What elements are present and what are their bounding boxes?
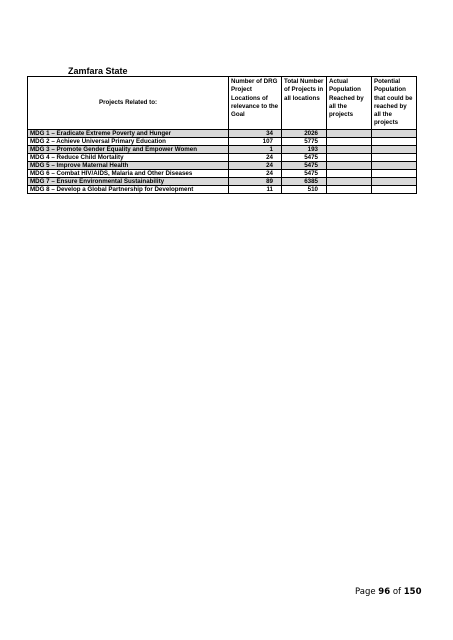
header-total-projects: Total Number of Projects in all locations (282, 77, 327, 130)
total-projects-cell: 5775 (282, 137, 327, 145)
page-number (355, 587, 421, 597)
table-row (28, 129, 417, 137)
potential-population-cell (372, 145, 417, 153)
goal-cell: MDG 4 – Reduce Child Mortality (28, 153, 229, 161)
total-projects-cell: 5475 (282, 153, 327, 161)
drg-locations-cell: 89 (229, 177, 282, 185)
total-projects-cell: 5475 (282, 161, 327, 169)
actual-population-cell (327, 137, 372, 145)
goal-cell: MDG 2 – Achieve Universal Primary Education (28, 137, 229, 145)
total-projects-cell: 2026 (282, 129, 327, 137)
actual-population-cell (327, 169, 372, 177)
header-projects: Projects Related to: (28, 77, 229, 130)
page-total: 150 (403, 587, 422, 597)
potential-population-cell (372, 153, 417, 161)
actual-population-cell (327, 177, 372, 185)
goal-cell: MDG 7 – Ensure Environmental Sustainability (28, 177, 229, 185)
page-prefix: Page (355, 587, 376, 597)
page-separator: of (392, 587, 402, 597)
potential-population-cell (372, 129, 417, 137)
total-projects-cell: 5475 (282, 169, 327, 177)
potential-population-cell (372, 161, 417, 169)
header-drg-locations: Number of DRG Project Locations of relevance to the Goal (229, 77, 282, 130)
drg-locations-cell: 24 (229, 161, 282, 169)
table-row (28, 177, 417, 185)
table-row (28, 145, 417, 153)
drg-locations-cell: 24 (229, 169, 282, 177)
header-actual-population: Actual Population Reached by all the projects (327, 77, 372, 130)
drg-locations-cell: 34 (229, 129, 282, 137)
actual-population-cell (327, 145, 372, 153)
header-potential-population: Potential Population that could be reached by all the projects (372, 77, 417, 130)
actual-population-cell (327, 185, 372, 193)
potential-population-cell (372, 185, 417, 193)
table-row (28, 161, 417, 169)
table-row (28, 169, 417, 177)
goal-cell: MDG 1 – Eradicate Extreme Poverty and Hunger (28, 129, 229, 137)
goal-cell: MDG 8 – Develop a Global Partnership for Development (28, 185, 229, 193)
potential-population-cell (372, 169, 417, 177)
drg-locations-cell: 107 (229, 137, 282, 145)
drg-locations-cell: 24 (229, 153, 282, 161)
page-current: 96 (378, 587, 391, 597)
actual-population-cell (327, 129, 372, 137)
potential-population-cell (372, 177, 417, 185)
drg-locations-cell: 1 (229, 145, 282, 153)
goal-cell: MDG 5 – Improve Maternal Health (28, 161, 229, 169)
actual-population-cell (327, 153, 372, 161)
table-row (28, 153, 417, 161)
table-header-row (28, 77, 417, 130)
goal-cell: MDG 6 – Combat HIV/AIDS, Malaria and Other Diseases (28, 169, 229, 177)
total-projects-cell: 193 (282, 145, 327, 153)
table-row (28, 137, 417, 145)
state-title: Zamfara State (68, 66, 128, 76)
total-projects-cell: 6385 (282, 177, 327, 185)
mdg-projects-table (27, 76, 417, 194)
actual-population-cell (327, 161, 372, 169)
goal-cell: MDG 3 – Promote Gender Equality and Empower Women (28, 145, 229, 153)
table-row (28, 185, 417, 193)
total-projects-cell: 510 (282, 185, 327, 193)
drg-locations-cell: 11 (229, 185, 282, 193)
potential-population-cell (372, 137, 417, 145)
